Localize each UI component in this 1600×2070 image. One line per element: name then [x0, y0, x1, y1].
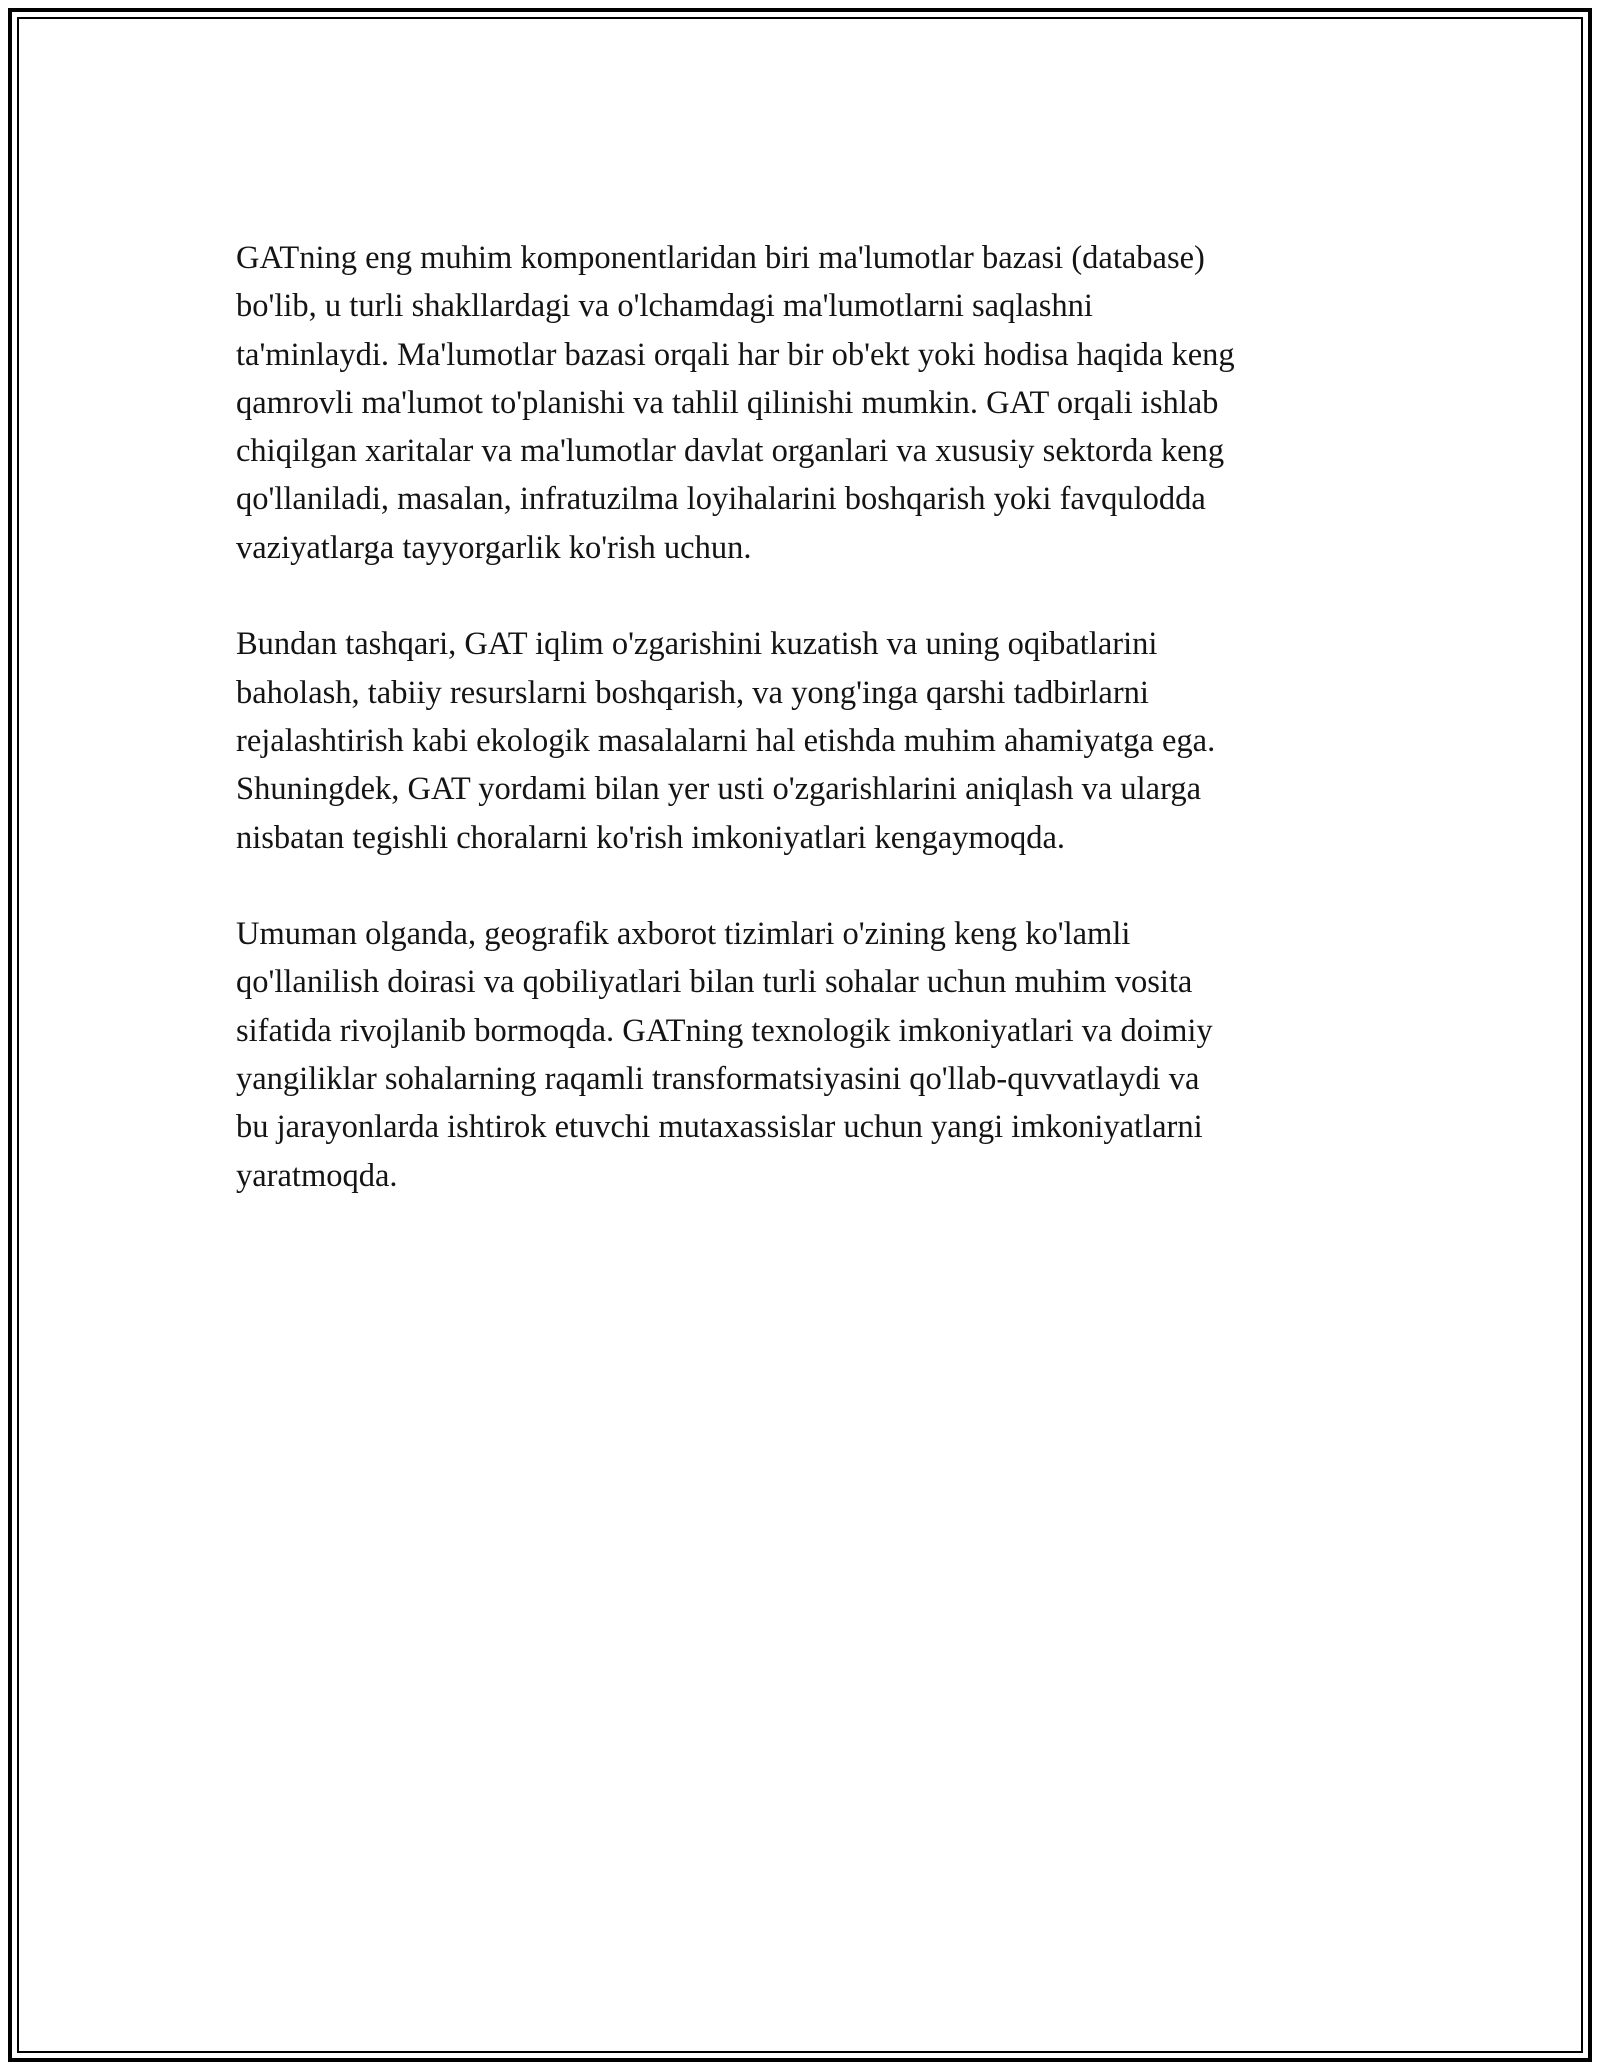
- text-line: GATning eng muhim komponentlaridan biri ma'lumotlar bazasi (database): [236, 240, 1205, 276]
- text-line: qamrovli ma'lumot to'planishi va tahlil qilinishi mumkin. GAT orqali ishlab: [236, 384, 1219, 421]
- paragraph-1: [236, 234, 1376, 572]
- text-line: vaziyatlarga tayyorgarlik ko'rish uchun.: [236, 529, 752, 566]
- text-line: yangiliklar sohalarning raqamli transformatsiyasini qo'llab-quvvatlaydi va: [236, 1061, 1200, 1098]
- text-line: nisbatan tegishli choralarni ko'rish imkoniyatlari kengaymoqda.: [236, 819, 1065, 856]
- text-line: Umuman olganda, geografik axborot tizimlari o'zining keng ko'lamli: [236, 916, 1131, 953]
- paragraph-2: [236, 620, 1376, 861]
- text-line: ta'minlaydi. Ma'lumotlar bazasi orqali har bir ob'ekt yoki hodisa haqida keng: [236, 336, 1235, 373]
- text-line: chiqilgan xaritalar va ma'lumotlar davlat organlari va xususiy sektorda keng: [236, 433, 1225, 470]
- text-line: qo'llanilish doirasi va qobiliyatlari bilan turli sohalar uchun muhim vosita: [236, 964, 1193, 1001]
- paragraph-3: [236, 910, 1376, 1200]
- text-line: yaratmoqda.: [236, 1157, 398, 1194]
- text-line: rejalashtirish kabi ekologik masalalarni hal etishda muhim ahamiyatga ega.: [236, 722, 1216, 759]
- document-body: [236, 234, 1376, 1248]
- text-line: qo'llaniladi, masalan, infratuzilma loyihalarini boshqarish yoki favqulodda: [236, 481, 1206, 518]
- text-line: Shuningdek, GAT yordami bilan yer usti o'zgarishlarini aniqlash va ularga: [236, 771, 1202, 808]
- text-line: sifatida rivojlanib bormoqda. GATning texnologik imkoniyatlari va doimiy: [236, 1012, 1213, 1049]
- text-line: Bundan tashqari, GAT iqlim o'zgarishini kuzatish va uning oqibatlarini: [236, 626, 1158, 663]
- text-line: bo'lib, u turli shakllardagi va o'lchamdagi ma'lumotlarni saqlashni: [236, 288, 1093, 325]
- text-line: baholash, tabiiy resurslarni boshqarish, va yong'inga qarshi tadbirlarni: [236, 674, 1149, 711]
- text-line: bu jarayonlarda ishtirok etuvchi mutaxassislar uchun yangi imkoniyatlarni: [236, 1109, 1203, 1146]
